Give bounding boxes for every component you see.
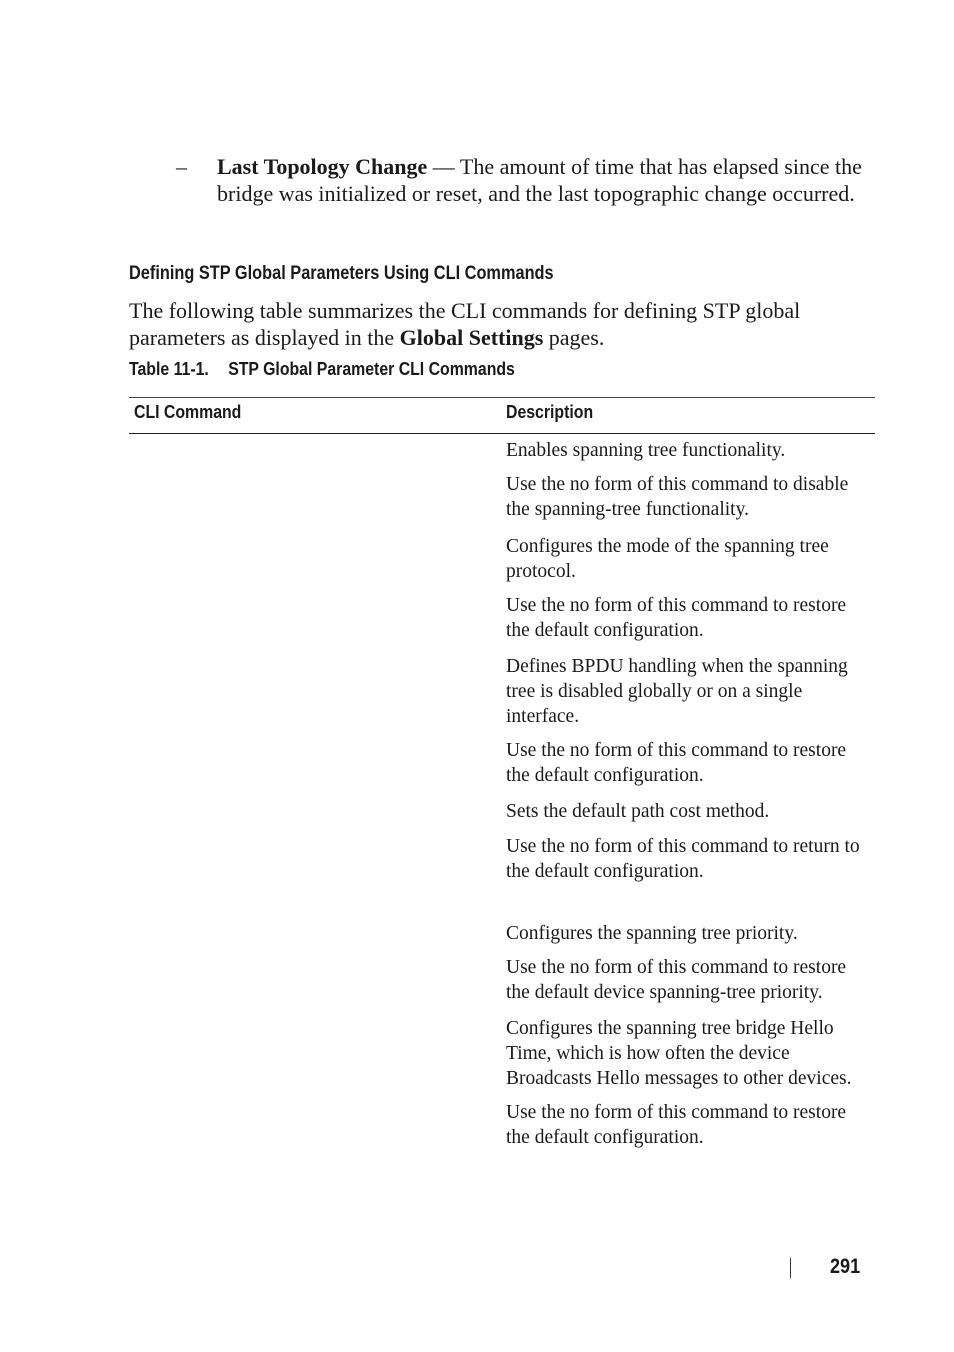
intro-text: The following table summarizes the CLI commands for defining STP global parameters as displayed in the xyxy=(129,298,801,350)
description-paragraph: Sets the default path cost method. xyxy=(506,801,770,822)
description-paragraph: Use the no form of this command to disable the spanning-tree functionality. xyxy=(506,474,849,520)
table-top-rule xyxy=(129,397,875,398)
intro-bold-term: Global Settings xyxy=(399,325,544,350)
intro-text-end: pages. xyxy=(543,325,605,350)
bullet-term: Last Topology Change xyxy=(217,154,428,179)
description-paragraph: Enables spanning tree functionality. xyxy=(506,440,786,461)
table-caption xyxy=(129,359,515,380)
section-heading: Defining STP Global Parameters Using CLI Commands xyxy=(129,263,554,284)
description-paragraph: Use the no form of this command to return to the default configuration. xyxy=(506,836,860,882)
bullet-text xyxy=(217,153,867,207)
description-paragraph: Configures the spanning tree bridge Hello Time, which is how often the device Broadcasts Hello messages to other devices. xyxy=(506,1018,852,1089)
table-caption-title: STP Global Parameter CLI Commands xyxy=(228,359,515,379)
description-paragraph: Use the no form of this command to restore the default configuration. xyxy=(506,1102,847,1148)
description-paragraph: Use the no form of this command to restore the default device spanning-tree priority. xyxy=(506,957,847,1003)
bullet-dash: – xyxy=(176,154,187,179)
page-number: 291 xyxy=(830,1255,861,1278)
footer-divider xyxy=(790,1258,791,1278)
description-paragraph: Defines BPDU handling when the spanning tree is disabled globally or on a single interface. xyxy=(506,656,848,727)
description-paragraph: Use the no form of this command to restore the default configuration. xyxy=(506,740,847,786)
table-caption-label: Table 11-1. xyxy=(129,359,209,379)
column-header-description: Description xyxy=(506,402,594,422)
table-header-rule xyxy=(129,433,875,434)
description-paragraph: Use the no form of this command to restore the default configuration. xyxy=(506,595,847,641)
column-header-cli-command: CLI Command xyxy=(134,402,242,422)
description-paragraph: Configures the mode of the spanning tree protocol. xyxy=(506,536,829,582)
bullet-definition: — The amount of time that has elapsed since the bridge was initialized or reset, and the last topographic change occurred. xyxy=(217,154,862,206)
description-column xyxy=(506,436,870,1150)
description-paragraph: Configures the spanning tree priority. xyxy=(506,923,798,944)
intro-paragraph xyxy=(129,297,869,351)
